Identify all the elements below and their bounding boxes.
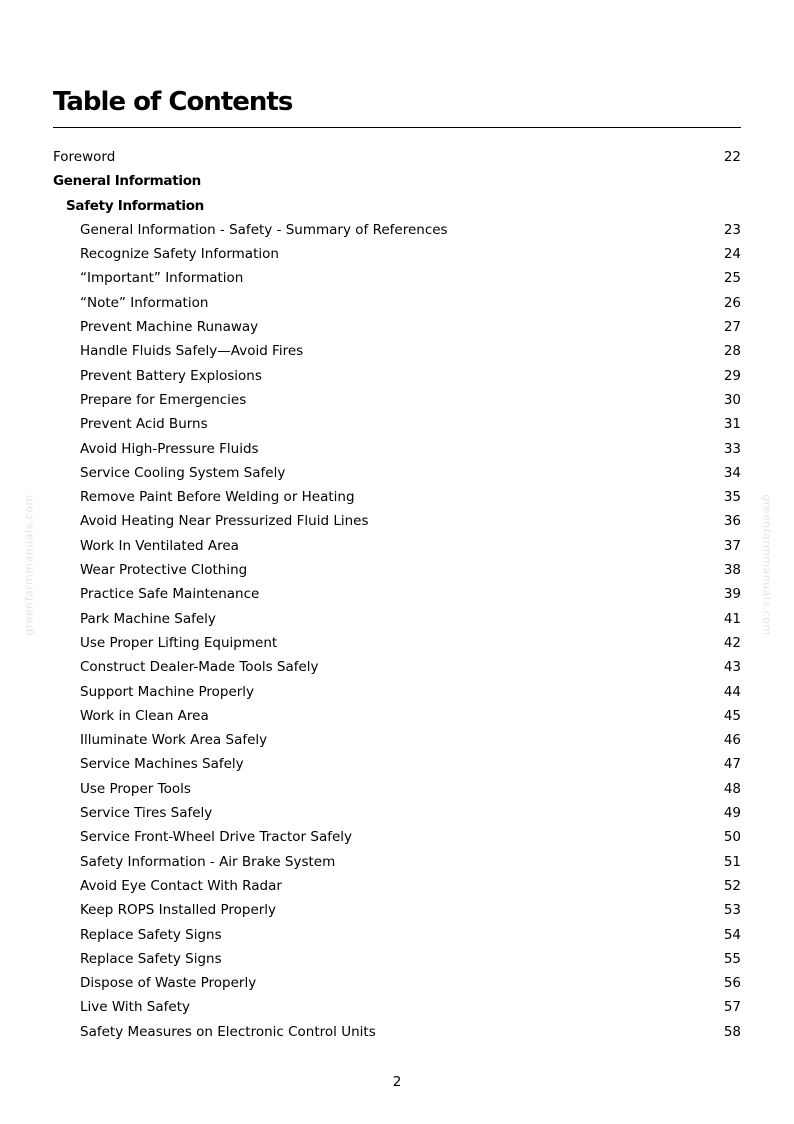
toc-entry-page: 44	[723, 683, 741, 700]
toc-entry-label: Service Machines Safely	[80, 756, 244, 773]
toc-entry[interactable]	[53, 388, 741, 412]
toc-entry-label: Safety Information - Air Brake System	[80, 853, 336, 870]
toc-entry[interactable]	[53, 461, 741, 485]
toc-entry[interactable]	[53, 509, 741, 533]
toc-entry[interactable]	[53, 242, 741, 266]
toc-entry-label: Work in Clean Area	[80, 707, 209, 724]
toc-entry-page: 55	[723, 950, 741, 967]
toc-entry[interactable]	[53, 923, 741, 947]
toc-entry[interactable]	[53, 218, 741, 242]
toc-entry[interactable]	[53, 412, 741, 436]
toc-entry-page: 33	[723, 440, 741, 457]
toc-entry-page: 53	[723, 902, 741, 919]
toc-entry-label: Replace Safety Signs	[80, 926, 222, 943]
toc-section-heading[interactable]	[53, 169, 741, 193]
toc-entry-label: Use Proper Lifting Equipment	[80, 634, 278, 651]
toc-entry[interactable]	[53, 607, 741, 631]
toc-entry-page: 50	[723, 829, 741, 846]
toc-entry-label: Construct Dealer-Made Tools Safely	[80, 659, 319, 676]
toc-entry-label: Use Proper Tools	[80, 780, 191, 797]
title-divider	[53, 127, 741, 128]
toc-entry[interactable]	[53, 728, 741, 752]
toc-entry-label: Service Cooling System Safely	[80, 464, 286, 481]
toc-entry[interactable]	[53, 777, 741, 801]
toc-section-heading[interactable]	[53, 194, 741, 218]
toc-entry-label: Prepare for Emergencies	[80, 391, 247, 408]
toc-entry-page: 48	[723, 780, 741, 797]
toc-entry-page: 41	[723, 610, 741, 627]
toc-entry[interactable]	[53, 582, 741, 606]
toc-entry-label: “Important” Information	[80, 270, 244, 287]
toc-entry[interactable]	[53, 752, 741, 776]
toc-entry-page: 36	[723, 513, 741, 530]
toc-entry-page: 45	[723, 707, 741, 724]
toc-entry-page: 51	[723, 853, 741, 870]
toc-entry-label: Practice Safe Maintenance	[80, 586, 260, 603]
toc-entry-page: 29	[723, 367, 741, 384]
toc-entry-page: 26	[723, 294, 741, 311]
toc-entry-page: 57	[723, 999, 741, 1016]
toc-entry[interactable]	[53, 364, 741, 388]
toc-entry-label: Service Front-Wheel Drive Tractor Safely	[80, 829, 353, 846]
toc-entry[interactable]	[53, 266, 741, 290]
toc-entry-label: Replace Safety Signs	[80, 950, 222, 967]
toc-entry-label: Prevent Machine Runaway	[80, 319, 259, 336]
toc-entry-label: Avoid High-Pressure Fluids	[80, 440, 259, 457]
toc-entry[interactable]	[53, 631, 741, 655]
toc-entry-page: 24	[723, 246, 741, 263]
toc-entry[interactable]	[53, 339, 741, 363]
toc-entry-label: Avoid Heating Near Pressurized Fluid Lines	[80, 513, 369, 530]
toc-entry-page: 52	[723, 877, 741, 894]
toc-entry[interactable]	[53, 801, 741, 825]
toc-entry-label: General Information - Safety - Summary of References	[80, 221, 448, 238]
toc-entry-page: 25	[723, 270, 741, 287]
toc-section-heading[interactable]	[53, 145, 741, 169]
toc-entry[interactable]	[53, 1020, 741, 1044]
toc-entry-page: 30	[723, 391, 741, 408]
toc-entry-page: 22	[723, 149, 741, 165]
page-number: 2	[392, 1074, 402, 1090]
toc-entry-page: 35	[723, 489, 741, 506]
toc-entry[interactable]	[53, 850, 741, 874]
toc-entry-page: 39	[723, 586, 741, 603]
toc-entry-label: Remove Paint Before Welding or Heating	[80, 489, 355, 506]
watermark-left: greenfarmmanuals.com	[22, 494, 36, 636]
toc-entry[interactable]	[53, 558, 741, 582]
toc-entry-label: Keep ROPS Installed Properly	[80, 902, 277, 919]
toc-entry-page: 42	[723, 634, 741, 651]
toc-entry-label: Safety Information	[66, 197, 204, 214]
toc-entry[interactable]	[53, 485, 741, 509]
watermark-right: greenfarmmanuals.com	[760, 494, 774, 636]
toc-entry[interactable]	[53, 315, 741, 339]
toc-entry-label: Support Machine Properly	[80, 683, 255, 700]
toc-entry-page: 38	[723, 562, 741, 579]
toc-entry-label: Dispose of Waste Properly	[80, 975, 257, 992]
toc-entry[interactable]	[53, 825, 741, 849]
toc-entry-label: Avoid Eye Contact With Radar	[80, 877, 282, 894]
toc-entry-label: Handle Fluids Safely—Avoid Fires	[80, 343, 304, 360]
toc-entry-page: 49	[723, 805, 741, 822]
toc-entry[interactable]	[53, 874, 741, 898]
toc-entry-page: 43	[723, 659, 741, 676]
toc-entry-label: Wear Protective Clothing	[80, 562, 248, 579]
toc-entry-label: Work In Ventilated Area	[80, 537, 239, 554]
toc-entry[interactable]	[53, 655, 741, 679]
toc-entry-label: Illuminate Work Area Safely	[80, 732, 268, 749]
toc-entry[interactable]	[53, 947, 741, 971]
toc-entry-page: 31	[723, 416, 741, 433]
toc-entry-page: 47	[723, 756, 741, 773]
toc-list	[53, 145, 741, 1044]
toc-entry-label: Prevent Acid Burns	[80, 416, 208, 433]
page-title: Table of Contents	[53, 87, 293, 117]
toc-entry[interactable]	[53, 680, 741, 704]
toc-entry-label: Live With Safety	[80, 999, 190, 1016]
toc-entry-label: Prevent Battery Explosions	[80, 367, 262, 384]
toc-entry-page: 28	[723, 343, 741, 360]
toc-entry-page: 27	[723, 319, 741, 336]
toc-entry[interactable]	[53, 704, 741, 728]
toc-entry-label: Service Tires Safely	[80, 805, 213, 822]
toc-entry-page: 58	[723, 1023, 741, 1040]
toc-entry-label: Park Machine Safely	[80, 610, 216, 627]
toc-entry-page: 46	[723, 732, 741, 749]
toc-entry-page: 56	[723, 975, 741, 992]
toc-entry[interactable]	[53, 534, 741, 558]
toc-entry[interactable]	[53, 898, 741, 922]
toc-entry-label: Foreword	[53, 149, 116, 165]
toc-entry-page: 37	[723, 537, 741, 554]
toc-entry-page: 23	[723, 221, 741, 238]
toc-entry-page: 34	[723, 464, 741, 481]
toc-entry[interactable]	[53, 971, 741, 995]
toc-entry[interactable]	[53, 291, 741, 315]
toc-entry-label: Safety Measures on Electronic Control Units	[80, 1023, 376, 1040]
toc-entry-page: 54	[723, 926, 741, 943]
toc-entry[interactable]	[53, 437, 741, 461]
toc-entry-label: “Note” Information	[80, 294, 209, 311]
toc-entry[interactable]	[53, 995, 741, 1019]
toc-entry-label: General Information	[53, 173, 201, 190]
toc-entry-label: Recognize Safety Information	[80, 246, 279, 263]
